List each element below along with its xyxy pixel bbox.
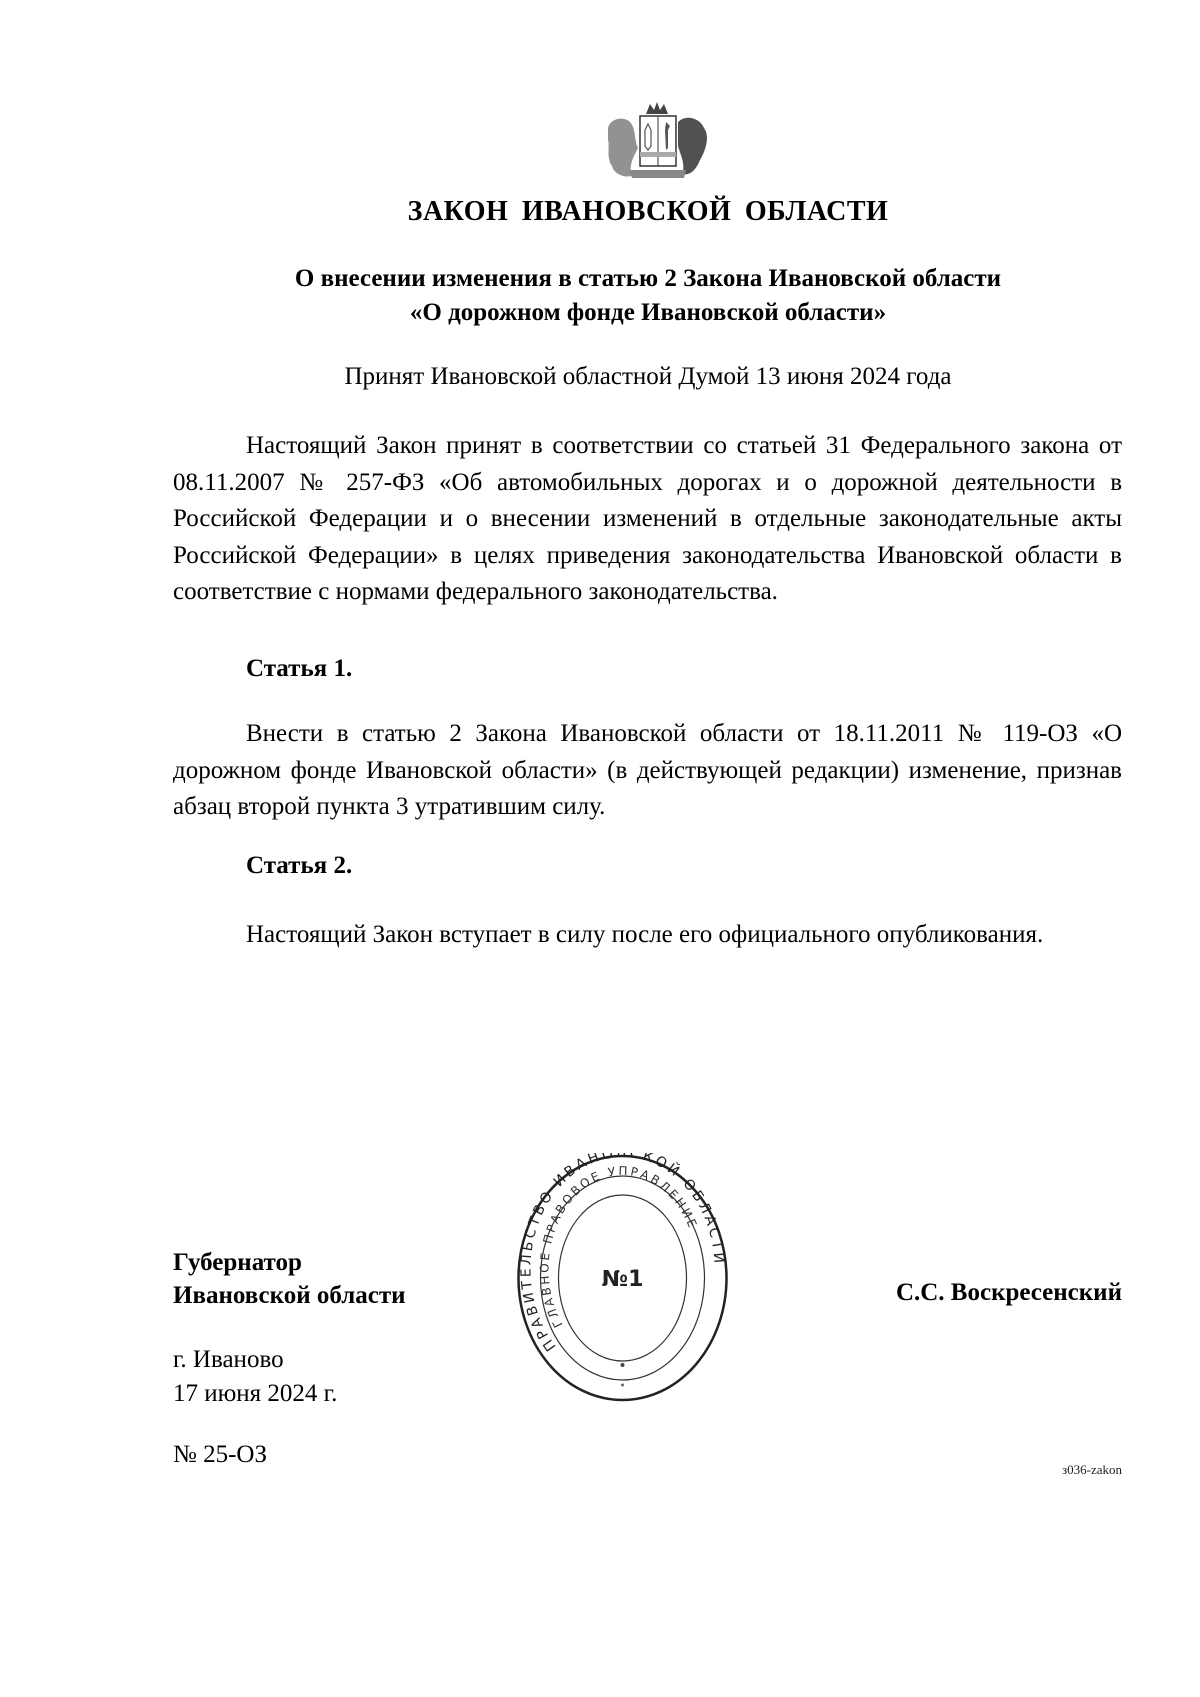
subtitle-line-1: О внесении изменения в статью 2 Закона Ивановской области [294, 265, 1002, 292]
city: г. Иваново [173, 1346, 284, 1373]
stamp-outer-text: ПРАВИТЕЛЬСТВО ИВАНОВСКОЙ ОБЛАСТИ [518, 1153, 727, 1354]
document-subtitle [0, 262, 1200, 330]
document-title: ЗАКОН ИВАНОВСКОЙ ОБЛАСТИ [407, 196, 889, 227]
article-2-heading: Статья 2. [246, 852, 353, 879]
signing-date: 17 июня 2024 г. [173, 1380, 338, 1407]
place-and-date [173, 1343, 337, 1411]
stamp-inner-text: ГЛАВНОЕ ПРАВОВОЕ УПРАВЛЕНИЕ [537, 1163, 701, 1330]
position-line-1: Губернатор [173, 1249, 302, 1276]
signatory-name: С.С. Воскресенский [895, 1279, 1122, 1306]
document-tag: з036-zakon [1061, 1462, 1122, 1477]
article-2-paragraph [173, 917, 1122, 954]
article-2-text: Настоящий Закон вступает в силу после его официального опубликования. [246, 921, 1044, 948]
coat-of-arms-icon [600, 100, 715, 188]
preamble-paragraph [173, 428, 1122, 611]
article-1-heading: Статья 1. [246, 655, 353, 682]
adoption-note: Принят Ивановской областной Думой 13 июня 2024 года [344, 363, 952, 390]
preamble-text: Настоящий Закон принят в соответствии со статьей 31 Федерального закона от 08.11.2007 № 257-ФЗ «Об автомобильных дорогах и о дорожной деятельности в Российской Федерации и о внесении изменений в отдельные законодательные акты Российской Федерации» в целях приведения законодательства Ивановской области в соответствие с нормами федерального законодательства. [173, 432, 1122, 605]
subtitle-line-2: «О дорожном фонде Ивановской области» [409, 299, 887, 326]
position-line-2: Ивановской области [173, 1282, 406, 1309]
official-stamp [515, 1153, 730, 1403]
article-1-paragraph [173, 716, 1122, 826]
stamp-center-number: №1 [601, 1267, 644, 1292]
article-1-text: Внести в статью 2 Закона Ивановской области от 18.11.2011 № 119-ОЗ «О дорожном фонде Ивановской области» (в действующей редакции) изменение, признав абзац второй пункта 3 утратившим силу. [173, 720, 1122, 820]
law-number: № 25-ОЗ [173, 1441, 268, 1468]
signatory-position [173, 1246, 406, 1312]
